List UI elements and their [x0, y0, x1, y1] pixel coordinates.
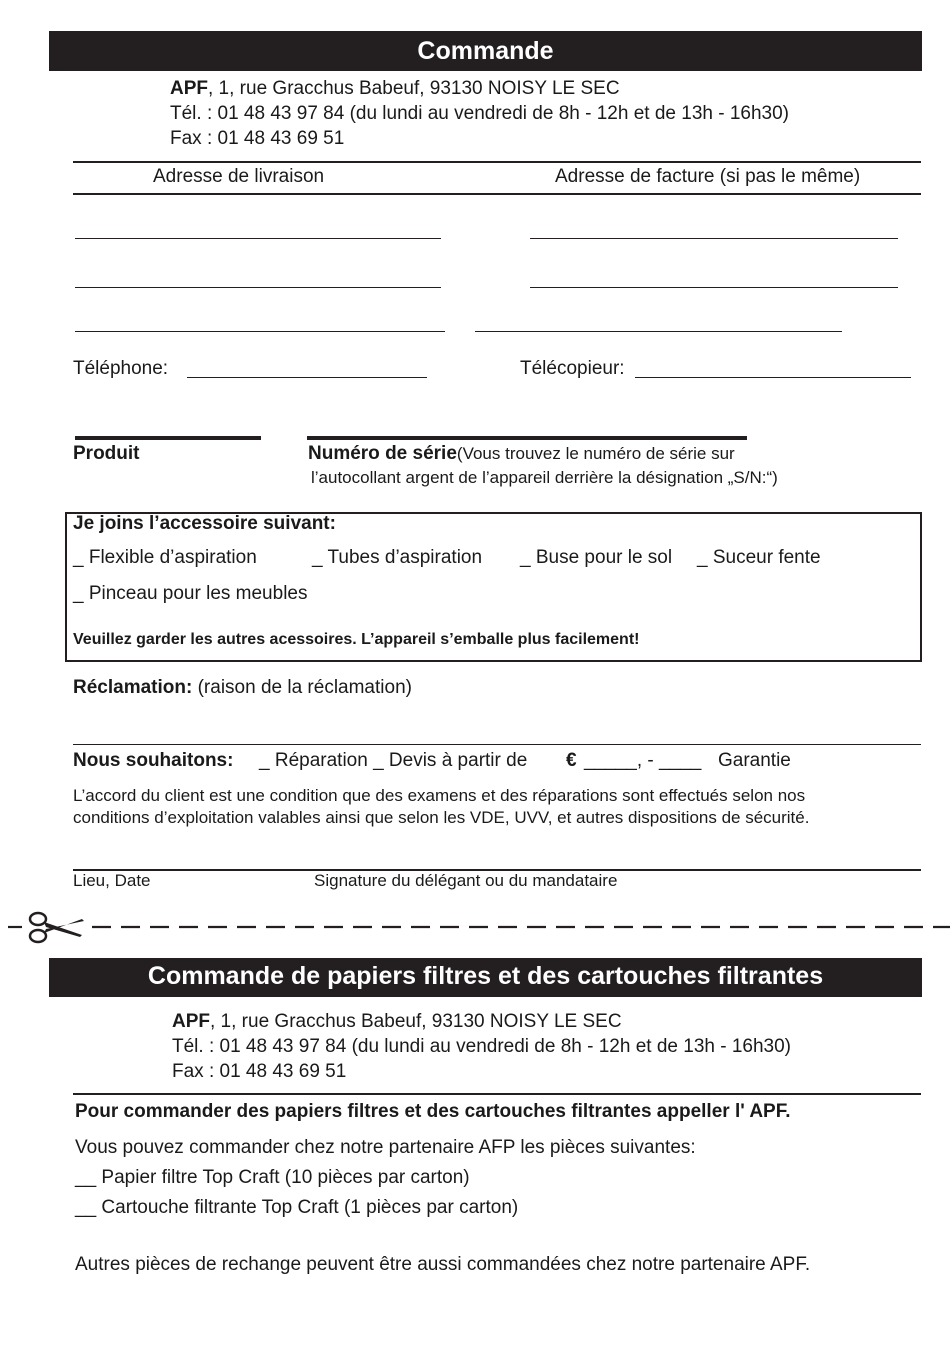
- serial-note: (Vous trouvez le numéro de série sur: [456, 444, 735, 463]
- complaint-hint: (raison de la réclamation): [192, 677, 412, 698]
- consent-text-2: conditions d’exploitation valables ainsi que selon les VDE, UVV, et autres dispositions de sécurité.: [73, 808, 810, 827]
- cut-line: [0, 909, 950, 945]
- filter-cartridge-item[interactable]: __ Cartouche filtrante Top Craft (1 pièces par carton): [75, 1197, 519, 1218]
- serial-label-row: [308, 443, 735, 465]
- filters-footer: Autres pièces de rechange peuvent être aussi commandées chez notre partenaire APF.: [75, 1254, 811, 1275]
- delivery-address-line-2[interactable]: [75, 287, 441, 288]
- accessory-crevice-tool[interactable]: _ Suceur fente: [697, 547, 821, 568]
- order-address: [170, 78, 620, 100]
- filter-paper-item[interactable]: __ Papier filtre Top Craft (10 pièces par carton): [75, 1167, 470, 1188]
- filters-title: Commande de papiers filtres et des cartouches filtrantes: [49, 958, 922, 997]
- euro-sign: €: [566, 750, 577, 771]
- serial-label: Numéro de série: [308, 443, 457, 464]
- accessories-heading: Je joins l’accessoire suivant:: [73, 513, 336, 534]
- filters-intro: Vous pouvez commander chez notre partenaire AFP les pièces suivantes:: [75, 1137, 696, 1158]
- filters-address: [172, 1011, 622, 1033]
- filters-company-name: APF: [172, 1011, 210, 1032]
- telephone-field[interactable]: [187, 377, 427, 378]
- wish-warranty[interactable]: Garantie: [718, 750, 791, 771]
- filters-street: , 1, rue Gracchus Babeuf, 93130 NOISY LE SEC: [210, 1011, 622, 1032]
- wish-label: Nous souhaitons:: [73, 750, 234, 771]
- fax-field[interactable]: [635, 377, 911, 378]
- telephone-label: Téléphone:: [73, 358, 169, 379]
- billing-address-label: Adresse de facture (si pas le même): [555, 166, 861, 187]
- complaint-label: Réclamation:: [73, 677, 193, 698]
- scissors-icon: [30, 913, 84, 942]
- delivery-address-line-1[interactable]: [75, 238, 441, 239]
- delivery-address-label: Adresse de livraison: [153, 166, 325, 187]
- product-label: Produit: [73, 443, 140, 464]
- fax-label: Télécopieur:: [520, 358, 625, 379]
- signature-label: Signature du délégant ou du mandataire: [314, 871, 618, 890]
- product-field[interactable]: [75, 436, 261, 440]
- wish-options[interactable]: _ Réparation _ Devis à partir de: [259, 750, 528, 771]
- accessory-floor-nozzle[interactable]: _ Buse pour le sol: [520, 547, 673, 568]
- consent-text-1: L’accord du client est une condition que des examens et des réparations sont effectués selon nos: [73, 786, 806, 805]
- billing-address-line-2[interactable]: [530, 287, 898, 288]
- serial-field[interactable]: [307, 436, 747, 440]
- accessory-tubes[interactable]: _ Tubes d’aspiration: [312, 547, 483, 568]
- cut-line-graphic: [0, 909, 950, 945]
- filters-phone-line: Tél. : 01 48 43 97 84 (du lundi au vendredi de 8h - 12h et de 13h - 16h30): [172, 1036, 792, 1057]
- filters-instruction: Pour commander des papiers filtres et des cartouches filtrantes appeller l' APF.: [75, 1101, 791, 1122]
- divider: [73, 1093, 921, 1095]
- billing-address-line-3[interactable]: [475, 331, 842, 332]
- order-phone-line: Tél. : 01 48 43 97 84 (du lundi au vendredi de 8h - 12h et de 13h - 16h30): [170, 103, 790, 124]
- divider: [73, 193, 921, 195]
- delivery-address-line-3[interactable]: [75, 331, 445, 332]
- wish-amount[interactable]: _____, - ____: [584, 750, 702, 771]
- complaint-field[interactable]: [73, 744, 921, 745]
- order-title: Commande: [49, 31, 922, 71]
- filters-fax-line: Fax : 01 48 43 69 51: [172, 1061, 347, 1082]
- accessories-note: Veuillez garder les autres acessoires. L’appareil s’emballe plus facilement!: [73, 631, 640, 648]
- place-date-label: Lieu, Date: [73, 871, 151, 890]
- accessory-hose[interactable]: _ Flexible d’aspiration: [73, 547, 257, 568]
- billing-address-line-1[interactable]: [530, 238, 898, 239]
- divider: [73, 161, 921, 163]
- order-company-name: APF: [170, 78, 208, 99]
- order-fax-line: Fax : 01 48 43 69 51: [170, 128, 345, 149]
- serial-note-2: l’autocollant argent de l’appareil derrière la désignation „S/N:“): [311, 468, 778, 487]
- accessory-furniture-brush[interactable]: _ Pinceau pour les meubles: [73, 583, 308, 604]
- order-street: , 1, rue Gracchus Babeuf, 93130 NOISY LE SEC: [208, 78, 620, 99]
- complaint-row: [73, 677, 412, 699]
